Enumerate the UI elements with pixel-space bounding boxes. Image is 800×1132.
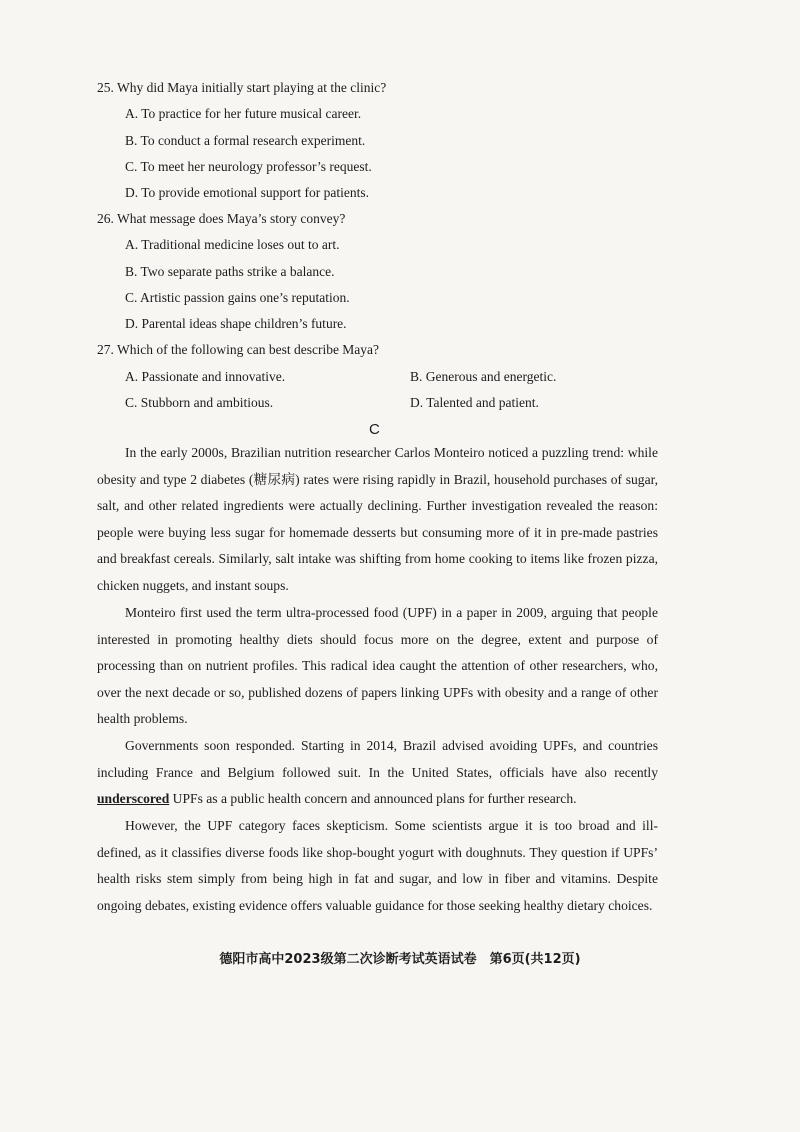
passage-paragraph-3: [97, 733, 658, 813]
section-heading: C: [369, 421, 380, 438]
paragraph-text: Governments soon responded. Starting in 2014, Brazil advised avoiding UPFs, and countries including France and Belgium followed suit. In the United States, officials have also recently: [97, 738, 658, 780]
option-c: C. To meet her neurology professor’s request.: [125, 159, 372, 174]
option-a: A. Traditional medicine loses out to art.: [125, 237, 340, 252]
paragraph-text: UPFs as a public health concern and announced plans for further research.: [169, 791, 577, 807]
option-b: B. Generous and energetic.: [410, 369, 557, 384]
passage-paragraph-1: In the early 2000s, Brazilian nutrition researcher Carlos Monteiro noticed a puzzling trend: while obesity and type 2 diabetes (糖尿病) rates were rising rapidly in Brazil, household purchases of sugar, salt, and other related ingredients were actually declining. Further investigation revealed the reason: people were buying less sugar for homemade desserts but consuming more of it in pre-made pastries and breakfast cereals. Similarly, salt intake was shifting from home cooking to items like frozen pizza, chicken nuggets, and instant soups.: [97, 445, 658, 593]
option-c: C. Stubborn and ambitious.: [125, 395, 274, 410]
option-b: B. To conduct a formal research experiment.: [125, 133, 366, 148]
option-d: D. Talented and patient.: [410, 395, 539, 410]
page-footer: 德阳市高中2023级第二次诊断考试英语试卷 第6页(共12页): [219, 952, 581, 967]
option-d: D. Parental ideas shape children’s future.: [125, 316, 347, 331]
underlined-word: underscored: [97, 791, 170, 807]
option-b: B. Two separate paths strike a balance.: [125, 264, 335, 279]
option-a: A. Passionate and innovative.: [125, 369, 286, 384]
option-d: D. To provide emotional support for patients.: [125, 185, 370, 200]
question-stem: 25. Why did Maya initially start playing at the clinic?: [97, 80, 387, 95]
question-stem: 26. What message does Maya’s story convey?: [97, 211, 346, 226]
passage-paragraph-2: Monteiro first used the term ultra-processed food (UPF) in a paper in 2009, arguing that people interested in promoting healthy diets should focus more on the degree, extent and purpose of processing than on nutrient profiles. This radical idea caught the attention of other researchers, who, over the next decade or so, published dozens of papers linking UPFs with obesity and a range of other health problems.: [97, 605, 658, 727]
question-stem: 27. Which of the following can best describe Maya?: [97, 342, 380, 357]
option-c: C. Artistic passion gains one’s reputation.: [125, 290, 350, 305]
passage-paragraph-4: However, the UPF category faces skepticism. Some scientists argue it is too broad and ill-defined, as it classifies diverse foods like shop-bought yogurt with doughnuts. They question if UPFs’ health risks stem simply from being high in fat and sugar, and low in fiber and vitamins. Despite ongoing debates, existing evidence offers valuable guidance for those seeking healthy dietary choices.: [97, 818, 658, 913]
option-a: A. To practice for her future musical career.: [125, 106, 362, 121]
